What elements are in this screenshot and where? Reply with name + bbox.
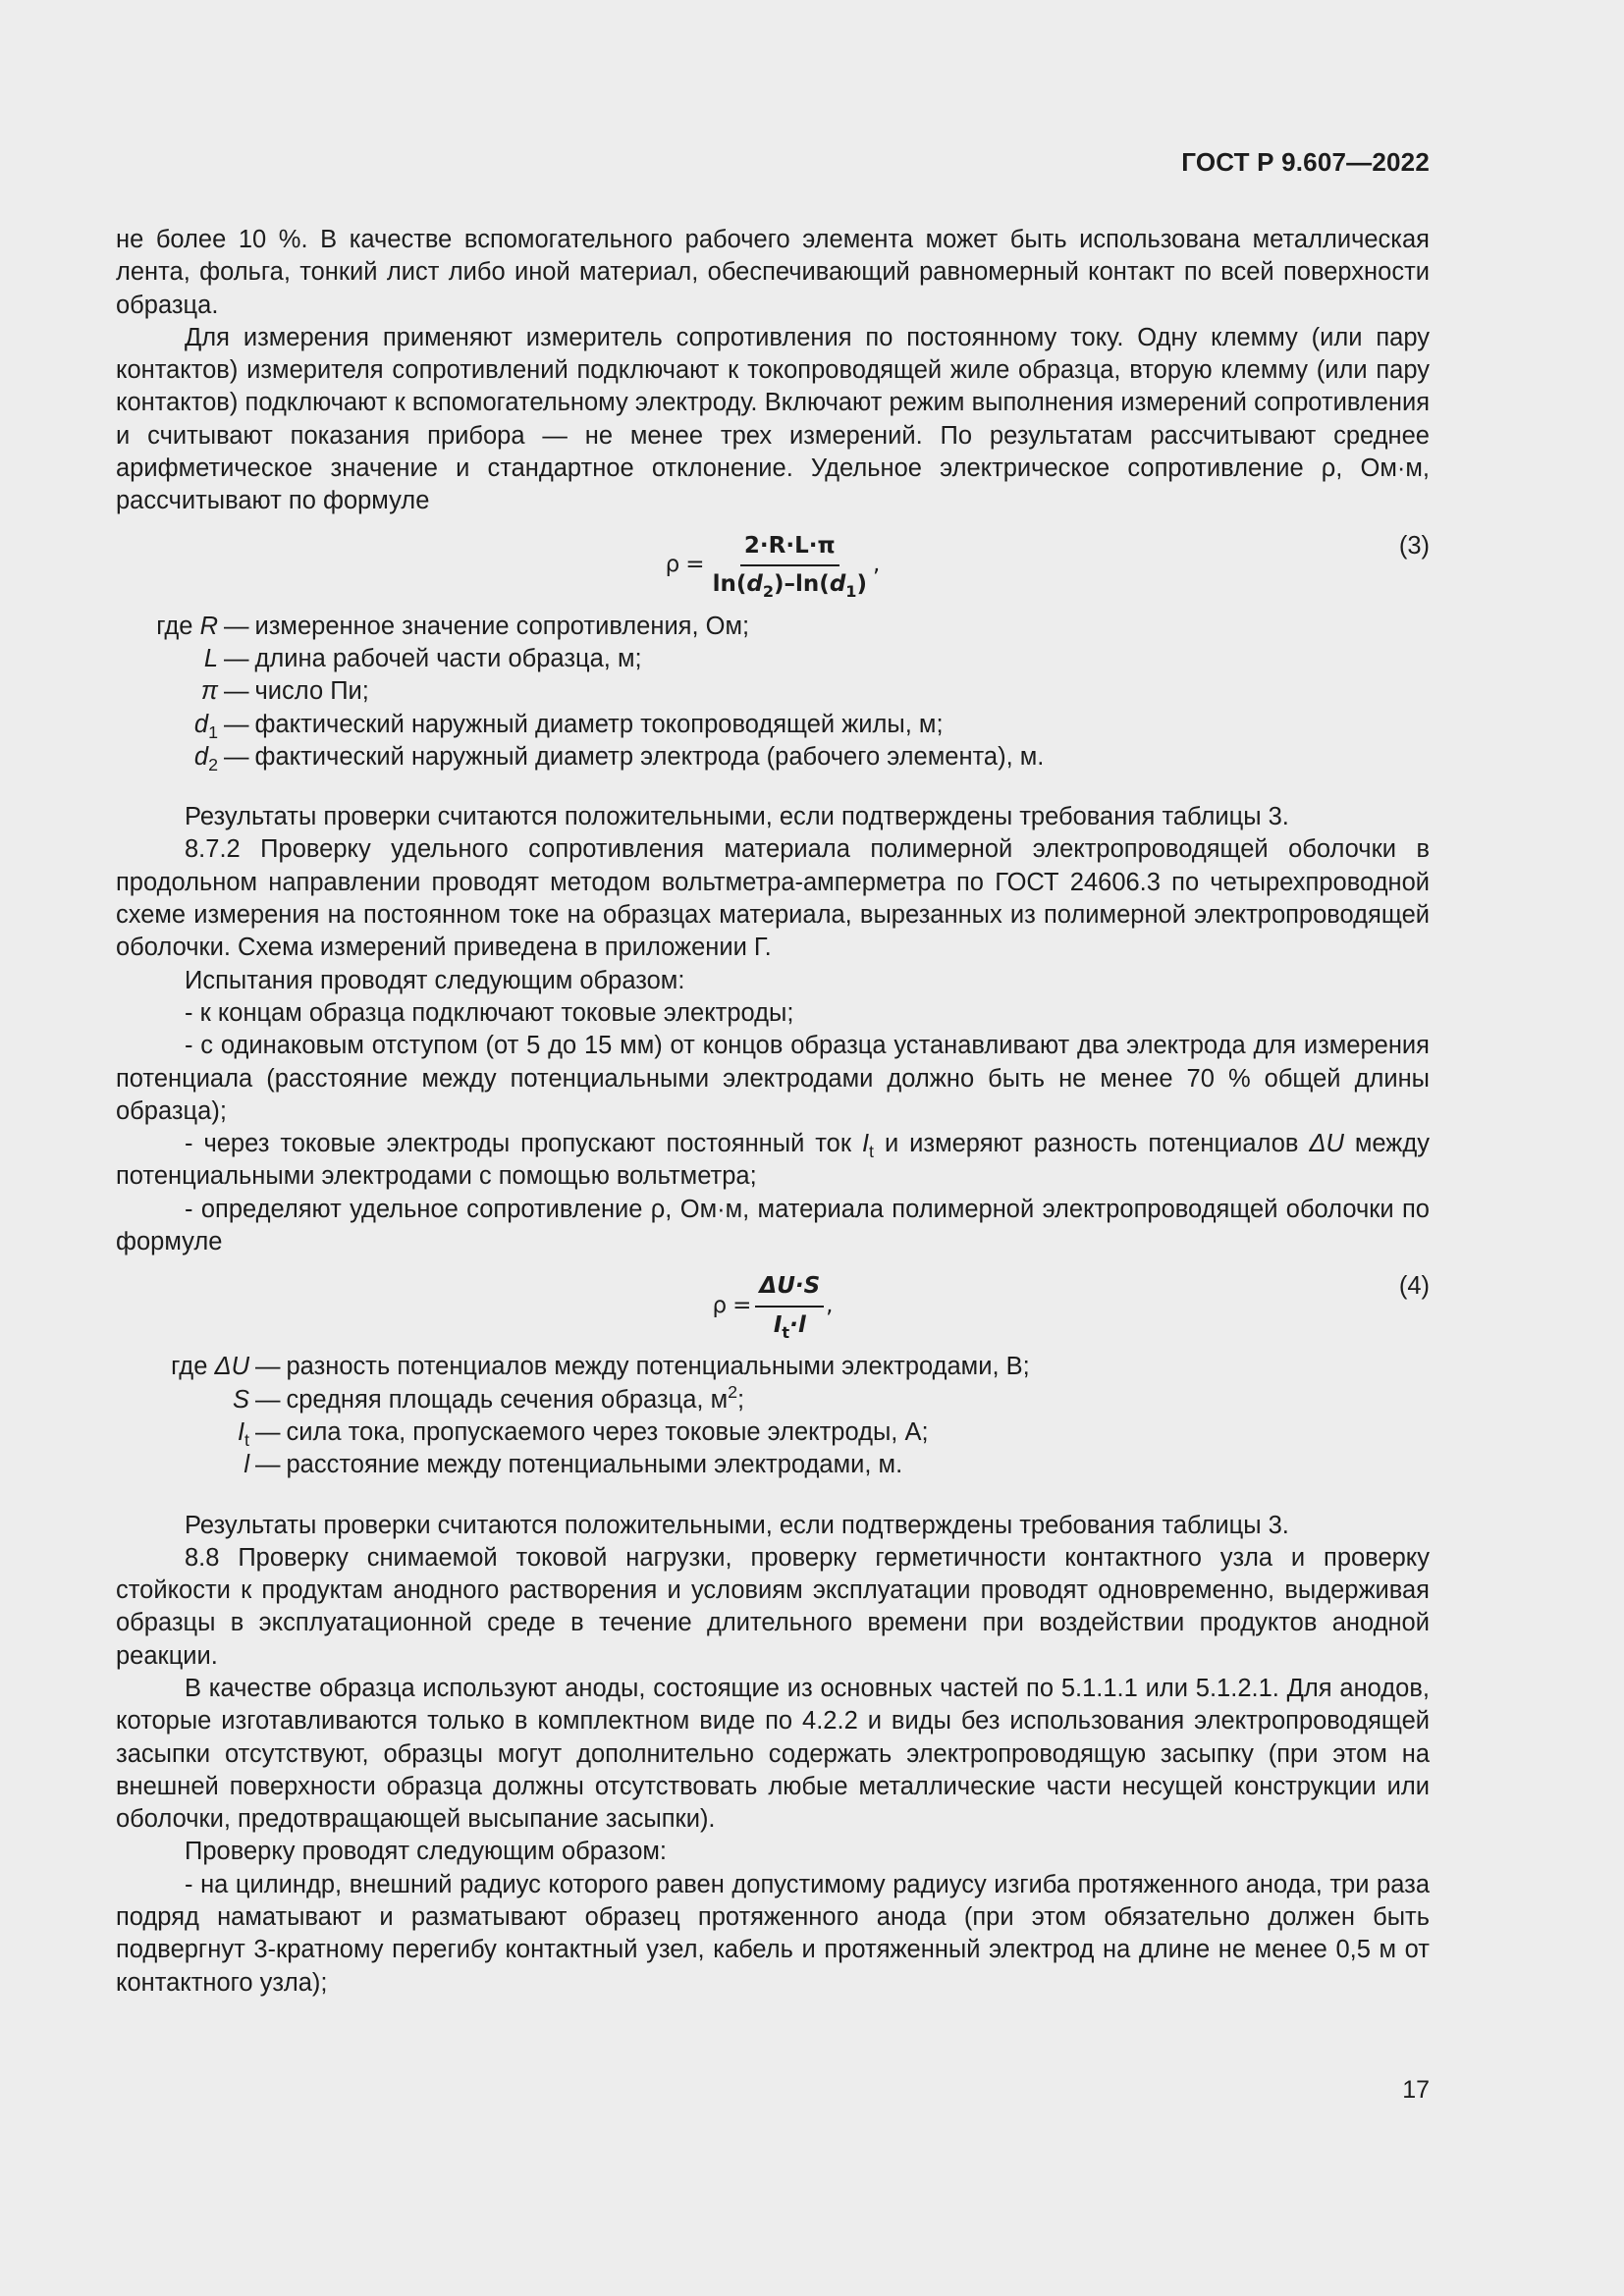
legend-dash: — bbox=[255, 1417, 281, 1446]
var-I: I bbox=[773, 1311, 783, 1338]
legend-row bbox=[122, 675, 1430, 708]
legend-row bbox=[122, 643, 1430, 675]
text-run: между потенциальными электродами с помощью вольтметра; bbox=[116, 1130, 1430, 1191]
var-I: I bbox=[861, 1130, 870, 1158]
formula-4 bbox=[116, 1270, 1430, 1347]
legend-dash: — bbox=[255, 1385, 281, 1414]
formula-3-legend bbox=[122, 611, 1430, 774]
legend-row bbox=[122, 1416, 1430, 1449]
legend-description bbox=[255, 611, 750, 643]
numerator: 2·R·L·π bbox=[740, 530, 839, 566]
page-content bbox=[116, 224, 1430, 2000]
legend-symbol bbox=[122, 741, 218, 774]
legend-variable: d bbox=[193, 742, 209, 771]
paren: ) bbox=[774, 570, 785, 597]
legend-text: средняя площадь сечения образца, м bbox=[286, 1385, 729, 1414]
legend-text: фактический наружный диаметр электрода (рабочего элемента), м. bbox=[254, 742, 1045, 771]
var-l: ·l bbox=[789, 1311, 806, 1338]
subscript: t bbox=[782, 1322, 790, 1342]
rho-symbol: ρ bbox=[665, 552, 680, 578]
equals-sign: = bbox=[685, 552, 705, 578]
legend-dash: — bbox=[224, 644, 249, 672]
ln-func: ln( bbox=[795, 570, 830, 597]
legend-description bbox=[286, 1381, 745, 1416]
denominator bbox=[709, 566, 871, 601]
legend-description bbox=[255, 709, 944, 741]
formula-number: (3) bbox=[1398, 531, 1430, 560]
legend-text: ; bbox=[737, 1385, 745, 1414]
document-code: ГОСТ Р 9.607—2022 bbox=[1181, 147, 1430, 177]
formula-3 bbox=[116, 530, 1430, 607]
formula-number: (4) bbox=[1398, 1272, 1430, 1301]
legend-text: число Пи; bbox=[254, 677, 369, 706]
legend-row bbox=[122, 1449, 1430, 1481]
legend-symbol bbox=[122, 675, 218, 708]
subscript: 2 bbox=[762, 581, 775, 601]
list-item bbox=[116, 1128, 1430, 1194]
legend-text: разность потенциалов между потенциальными электродами, В; bbox=[286, 1353, 1030, 1381]
var-delta-u: ΔU bbox=[1309, 1130, 1344, 1158]
legend-description bbox=[287, 1351, 1030, 1383]
ln-func: ln( bbox=[712, 570, 747, 597]
formula-3-expression bbox=[116, 530, 1430, 602]
list-item: - к концам образца подключают токовые электроды; bbox=[185, 998, 794, 1027]
legend-description bbox=[287, 1416, 929, 1449]
paragraph: Результаты проверки считаются положительными, если подтверждены требования таблицы 3. bbox=[185, 1511, 1289, 1539]
legend-dash: — bbox=[255, 1353, 281, 1381]
legend-symbol bbox=[122, 709, 218, 741]
minus-sign: – bbox=[784, 570, 796, 597]
paragraph: Проверку проводят следующим образом: bbox=[185, 1838, 668, 1866]
fraction bbox=[755, 1270, 824, 1342]
text-run: и измеряют разность потенциалов bbox=[874, 1130, 1310, 1158]
rho-symbol: ρ bbox=[712, 1292, 728, 1318]
page-number: 17 bbox=[1402, 2076, 1430, 2104]
legend-variable: l bbox=[244, 1451, 249, 1479]
legend-row bbox=[122, 741, 1430, 774]
formula-4-legend bbox=[122, 1351, 1430, 1481]
numerator: ΔU·S bbox=[755, 1270, 824, 1307]
comma: , bbox=[826, 1292, 834, 1318]
legend-variable: d bbox=[193, 710, 209, 738]
legend-row bbox=[122, 709, 1430, 741]
superscript: 2 bbox=[728, 1381, 738, 1402]
legend-text: измеренное значение сопротивления, Ом; bbox=[254, 612, 750, 640]
legend-variable: I bbox=[237, 1417, 245, 1446]
legend-description bbox=[255, 643, 642, 675]
var-d: d bbox=[746, 570, 763, 597]
legend-symbol bbox=[122, 1351, 249, 1383]
paragraph: не более 10 %. В качестве вспомогательного рабочего элемента может быть использована металлическая лента, фольга, тонкий лист либо иной материал, обеспечивающий равномерный контакт по всей поверхности образца. bbox=[116, 226, 1430, 319]
legend-text: сила тока, пропускаемого через токовые электроды, А; bbox=[286, 1417, 929, 1446]
legend-row bbox=[122, 1381, 1430, 1416]
legend-symbol bbox=[122, 1449, 249, 1481]
legend-symbol bbox=[122, 643, 218, 675]
text-run: - через токовые электроды пропускают постоянный ток bbox=[185, 1130, 862, 1158]
list-item: - определяют удельное сопротивление ρ, Ом·м, материала полимерной электропроводящей оболочки по формуле bbox=[116, 1195, 1430, 1256]
legend-dash: — bbox=[255, 1451, 281, 1479]
subscript: 2 bbox=[208, 754, 218, 774]
subscript: 1 bbox=[208, 721, 218, 742]
legend-prefix: где bbox=[156, 612, 200, 640]
comma: , bbox=[873, 552, 881, 578]
legend-prefix: где bbox=[171, 1353, 215, 1381]
legend-description bbox=[255, 675, 369, 708]
legend-row bbox=[122, 1351, 1430, 1383]
paragraph: 8.7.2 Проверку удельного сопротивления материала полимерной электропроводящей оболочки в продольном направлении проводят методом вольтметра-амперметра по ГОСТ 24606.3 по четырехпроводной схеме измерения на постоянном токе на образцах материала, вырезанных из полимерной электропроводящей оболочки. Схема измерений приведена в приложении Г. bbox=[116, 835, 1430, 962]
subscript: t bbox=[244, 1429, 249, 1450]
paragraph: Испытания проводят следующим образом: bbox=[185, 966, 685, 994]
legend-variable: L bbox=[203, 644, 218, 672]
legend-variable: π bbox=[200, 677, 218, 706]
legend-dash: — bbox=[224, 742, 249, 771]
legend-symbol bbox=[122, 611, 218, 643]
legend-dash: — bbox=[224, 710, 249, 738]
var-d: d bbox=[829, 570, 846, 597]
legend-dash: — bbox=[224, 677, 249, 706]
list-item: - с одинаковым отступом (от 5 до 15 мм) от концов образца устанавливают два электрода для измерения потенциала (расстояние между потенциальными электродами должно быть не менее 70 % общей длины образца); bbox=[116, 1032, 1430, 1125]
legend-description bbox=[287, 1449, 903, 1481]
legend-text: фактический наружный диаметр токопроводящей жилы, м; bbox=[254, 710, 944, 738]
legend-text: длина рабочей части образца, м; bbox=[254, 644, 642, 672]
list-item: - на цилиндр, внешний радиус которого равен допустимому радиусу изгиба протяженного анода, три раза подряд наматывают и разматывают образец протяженного анода (при этом обязательно должен быть подвергнут 3-кратному перегибу контактный узел, кабель и протяженный электрод на длине не менее 0,5 м от контактного узла); bbox=[116, 1870, 1430, 1997]
paragraph: 8.8 Проверку снимаемой токовой нагрузки, проверку герметичности контактного узла и проверку стойкости к продуктам анодного растворения и условиям эксплуатации проводят одновременно, выдерживая образцы в эксплуатационной среде в течение длительного времени при воздействии продуктов анодной реакции. bbox=[116, 1543, 1430, 1670]
paren: ) bbox=[856, 570, 867, 597]
legend-variable: ΔU bbox=[214, 1353, 249, 1381]
paragraph: В качестве образца используют аноды, состоящие из основных частей по 5.1.1.1 или 5.1.2.1. Для анодов, которые изготавливаются только в комплектном виде по 4.2.2 и виды без использования электропроводящей засыпки отсутствуют, образцы могут дополнительно содержать электропроводящую засыпку (при этом на внешней поверхности образца должны отсутствовать любые металлические части несущей конструкции или оболочки, предотвращающей высыпание засыпки). bbox=[116, 1674, 1430, 1834]
subscript: t bbox=[869, 1142, 875, 1162]
legend-variable: S bbox=[232, 1385, 249, 1414]
paragraph: Результаты проверки считаются положительными, если подтверждены требования таблицы 3. bbox=[185, 803, 1289, 831]
equals-sign: = bbox=[732, 1292, 752, 1318]
legend-text: расстояние между потенциальными электродами, м. bbox=[286, 1451, 903, 1479]
denominator bbox=[770, 1308, 810, 1342]
legend-symbol bbox=[122, 1416, 249, 1449]
legend-variable: R bbox=[199, 612, 218, 640]
formula-4-expression bbox=[116, 1270, 1430, 1342]
paragraph: Для измерения применяют измеритель сопротивления по постоянному току. Одну клемму (или пару контактов) измерителя сопротивлений подключают к токопроводящей жиле образца, вторую клемму (или пару контактов) подключают к вспомогательному электроду. Включают режим выполнения измерений сопротивления и считывают показания прибора — не менее трех измерений. По результатам рассчитывают среднее арифметическое значение и стандартное отклонение. Удельное электрическое сопротивление ρ, Ом·м, рассчитывают по формуле bbox=[116, 323, 1430, 515]
legend-row bbox=[122, 611, 1430, 643]
subscript: 1 bbox=[845, 581, 857, 601]
legend-description bbox=[255, 741, 1045, 774]
fraction bbox=[709, 530, 871, 602]
legend-dash: — bbox=[224, 612, 249, 640]
legend-symbol bbox=[122, 1384, 249, 1416]
